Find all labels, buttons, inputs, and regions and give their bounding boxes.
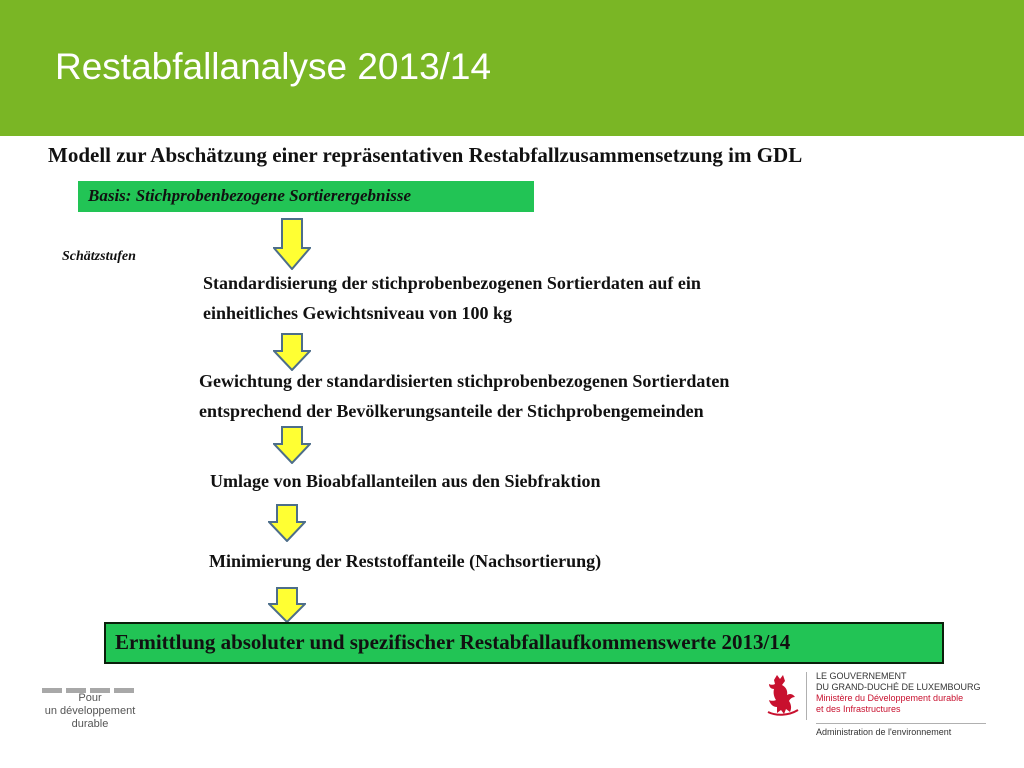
admin-divider xyxy=(816,723,986,724)
logo-divider xyxy=(806,672,807,720)
header-bar xyxy=(0,0,1024,136)
step-2-line-1: Gewichtung der standardisierten stichprobenbezogenen Sortierdaten xyxy=(199,371,730,391)
ministry-line-2: et des Infrastructures xyxy=(816,704,901,714)
step-gewichtung xyxy=(199,366,729,426)
pour-line-2: un développement xyxy=(44,705,136,717)
basis-label: Basis: Stichprobenbezogene Sortierergebnisse xyxy=(88,186,412,205)
government-text xyxy=(816,671,981,715)
down-arrow-icon xyxy=(268,587,306,623)
gov-line-1: LE GOUVERNEMENT xyxy=(816,671,907,681)
pour-line-1: Pour xyxy=(78,692,102,704)
step-minimierung xyxy=(209,546,601,576)
step-umlage xyxy=(210,466,601,496)
down-arrow-icon xyxy=(268,504,306,542)
down-arrow-icon xyxy=(273,426,311,464)
luxembourg-lion-icon xyxy=(760,672,804,720)
down-arrow-icon xyxy=(273,218,311,270)
step-2-line-2: entsprechend der Bevölkerungsanteile der Stichprobengemeinden xyxy=(199,401,704,421)
step-3-line-1: Umlage von Bioabfallanteilen aus den Siebfraktion xyxy=(210,471,601,491)
final-result-box xyxy=(104,622,944,664)
step-1-line-1: Standardisierung der stichprobenbezogenen Sortierdaten auf ein xyxy=(203,273,701,293)
ministry-line-1: Ministère du Développement durable xyxy=(816,693,964,703)
gov-line-2: DU GRAND-DUCHÉ DE LUXEMBOURG xyxy=(816,682,981,692)
pour-line-3: durable xyxy=(71,718,109,730)
step-1-line-2: einheitliches Gewichtsniveau von 100 kg xyxy=(203,303,513,323)
slide-title: Restabfallanalyse 2013/14 xyxy=(55,46,492,87)
basis-box xyxy=(78,181,534,212)
pour-text xyxy=(35,692,145,731)
final-result-label: Ermittlung absoluter und spezifischer Restabfallaufkommenswerte 2013/14 xyxy=(115,630,791,654)
step-4-line-1: Minimierung der Reststoffanteile (Nachsortierung) xyxy=(209,551,602,571)
pour-developpement-durable-logo xyxy=(35,676,145,736)
administration-text: Administration de l'environnement xyxy=(816,727,952,737)
model-subtitle: Modell zur Abschätzung einer repräsentativen Restabfallzusammensetzung im GDL xyxy=(48,143,803,167)
schaetzstufen-label: Schätzstufen xyxy=(62,249,136,264)
step-standardisierung xyxy=(203,268,701,328)
